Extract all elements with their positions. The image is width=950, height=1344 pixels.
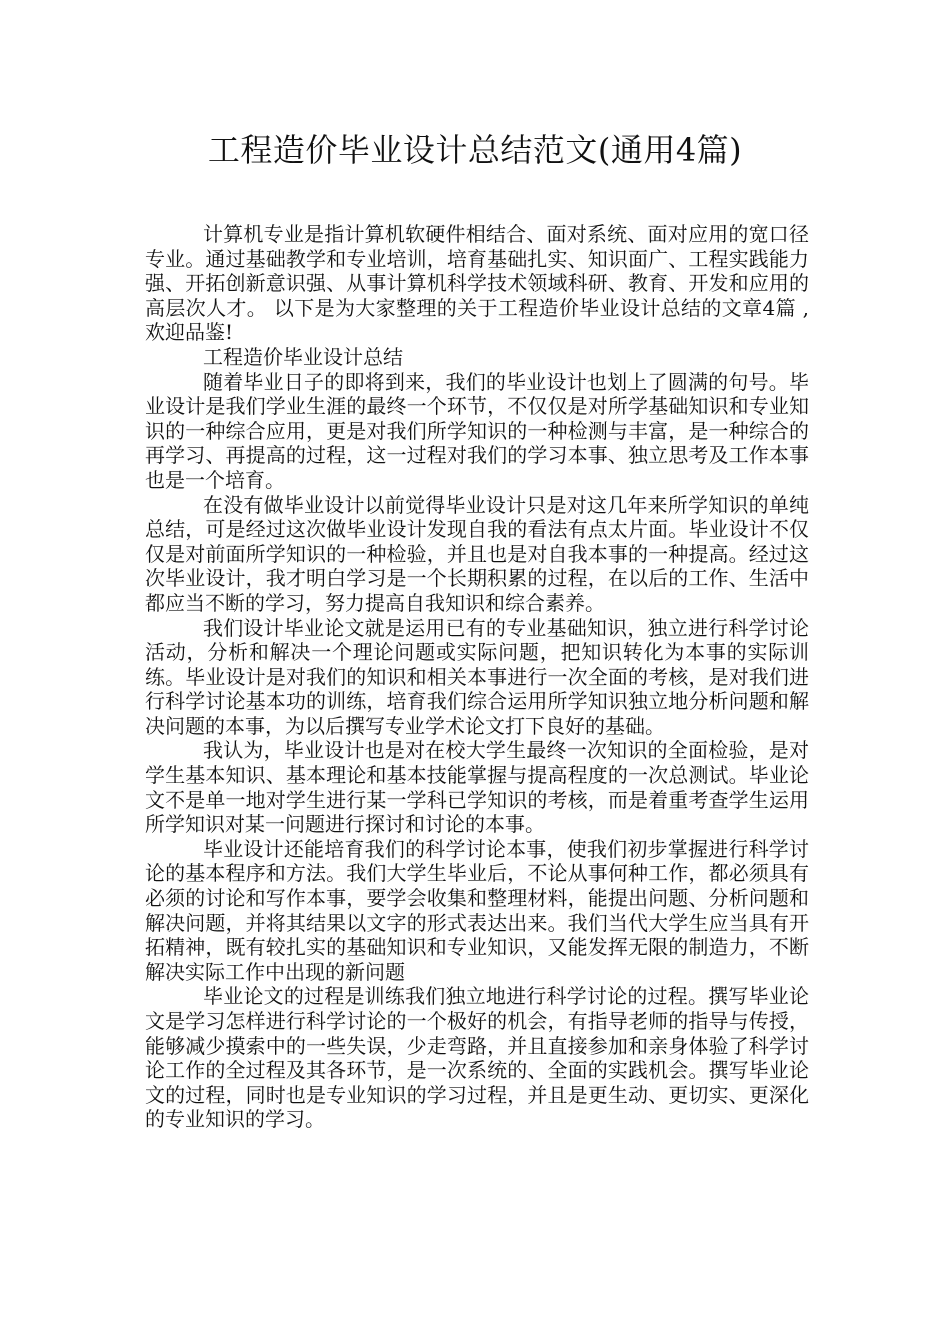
body-paragraph: 毕业设计还能培育我们的科学讨论本事，使我们初步掌握进行科学讨论的基本程序和方法。我们大学生毕业后，不论从事何种工作，都必须具有必须的讨论和写作本事，要学会收集和整理材料，能提出问题、分析问题和解决问题，并将其结果以文字的形式表达出来。我们当代大学生应当具有开拓精神，既有较扎实的基础知识和专业知识，又能发挥无限的制造力，不断解决实际工作中出现的新问题 <box>145 836 809 984</box>
body-paragraph: 我认为，毕业设计也是对在校大学生最终一次知识的全面检验，是对学生基本知识、基本理论和基本技能掌握与提高程度的一次总测试。毕业论文不是单一地对学生进行某一学科已学知识的考核，而是着重考查学生运用所学知识对某一问题进行探讨和讨论的本事。 <box>145 738 809 837</box>
intro-paragraph: 计算机专业是指计算机软硬件相结合、面对系统、面对应用的宽口径专业。通过基础教学和专业培训，培育基础扎实、知识面广、工程实践能力强、开拓创新意识强、从事计算机科学技术领域科研、教育、开发和应用的高层次人才。 以下是为大家整理的关于工程造价毕业设计总结的文章4篇 ,欢迎品鉴! <box>145 222 809 345</box>
body-paragraph: 毕业论文的过程是训练我们独立地进行科学讨论的过程。撰写毕业论文是学习怎样进行科学讨论的一个极好的机会，有指导老师的指导与传授，能够减少摸索中的一些失误，少走弯路，并且直接参加和亲身体验了科学讨论工作的全过程及其各环节，是一次系统的、全面的实践机会。撰写毕业论文的过程，同时也是专业知识的学习过程，并且是更生动、更切实、更深化的专业知识的学习。 <box>145 984 809 1132</box>
body-paragraph: 我们设计毕业论文就是运用已有的专业基础知识，独立进行科学讨论活动，分析和解决一个理论问题或实际问题，把知识转化为本事的实际训练。毕业设计是对我们的知识和相关本事进行一次全面的考核，是对我们进行科学讨论基本功的训练，培育我们综合运用所学知识独立地分析问题和解决问题的本事，为以后撰写专业学术论文打下良好的基础。 <box>145 615 809 738</box>
document-title: 工程造价毕业设计总结范文(通用4篇) <box>207 131 743 169</box>
document-body <box>145 222 809 1132</box>
body-paragraph: 随着毕业日子的即将到来，我们的毕业设计也划上了圆满的句号。毕业设计是我们学业生涯的最终一个环节，不仅仅是对所学基础知识和专业知识的一种综合应用，更是对我们所学知识的一种检测与丰富，是一种综合的再学习、再提高的过程，这一过程对我们的学习本事、独立思考及工作本事也是一个培育。 <box>145 369 809 492</box>
section-heading: 工程造价毕业设计总结 <box>203 344 403 369</box>
body-paragraph: 在没有做毕业设计以前觉得毕业设计只是对这几年来所学知识的单纯总结，可是经过这次做毕业设计发现自我的看法有点太片面。毕业设计不仅仅是对前面所学知识的一种检验，并且也是对自我本事的一种提高。经过这次毕业设计，我才明白学习是一个长期积累的过程，在以后的工作、生活中都应当不断的学习，努力提高自我知识和综合素养。 <box>145 492 809 615</box>
